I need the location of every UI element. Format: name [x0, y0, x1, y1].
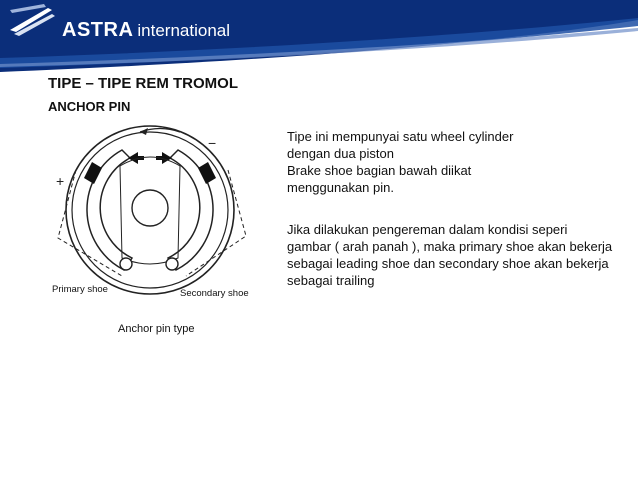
paragraph-1-line: dengan dua piston: [287, 146, 394, 161]
drum-inner: [72, 132, 228, 288]
slide-title: TIPE – TIPE REM TROMOL: [48, 75, 239, 92]
secondary-shoe-label: Secondary shoe: [180, 288, 249, 299]
hub-circle: [132, 190, 168, 226]
brand-wordmark: [62, 20, 230, 40]
paragraph-2-line: Jika dilakukan pengereman dalam kondisi seperi: [287, 222, 568, 237]
paragraph-1: [287, 128, 632, 196]
drum-outer: [66, 126, 234, 294]
brand-tagline: international: [137, 21, 231, 40]
paragraph-2-line: sebagai trailing: [287, 273, 375, 288]
header-banner: [0, 0, 638, 72]
anchor-pin-right: [166, 258, 178, 270]
primary-shoe-label: Primary shoe: [52, 284, 108, 295]
plus-symbol: +: [56, 173, 65, 189]
figure-caption: Anchor pin type: [118, 323, 195, 335]
paragraph-1-line: Brake shoe bagian bawah diikat: [287, 163, 472, 178]
paragraph-1-line: menggunakan pin.: [287, 180, 394, 195]
paragraph-2-line: sebagai leading shoe dan secondary shoe akan bekerja: [287, 256, 609, 271]
anchor-pin-brake-diagram: [40, 118, 280, 340]
slide-subtitle: ANCHOR PIN: [48, 99, 131, 114]
paragraph-2: [287, 221, 632, 289]
paragraph-2-line: gambar ( arah panah ), maka primary shoe akan bekerja: [287, 239, 613, 254]
minus-symbol: −: [208, 135, 217, 151]
brand-name: ASTRA: [62, 19, 134, 41]
paragraph-1-line: Tipe ini mempunyai satu wheel cylinder: [287, 129, 514, 144]
anchor-pin-left: [120, 258, 132, 270]
